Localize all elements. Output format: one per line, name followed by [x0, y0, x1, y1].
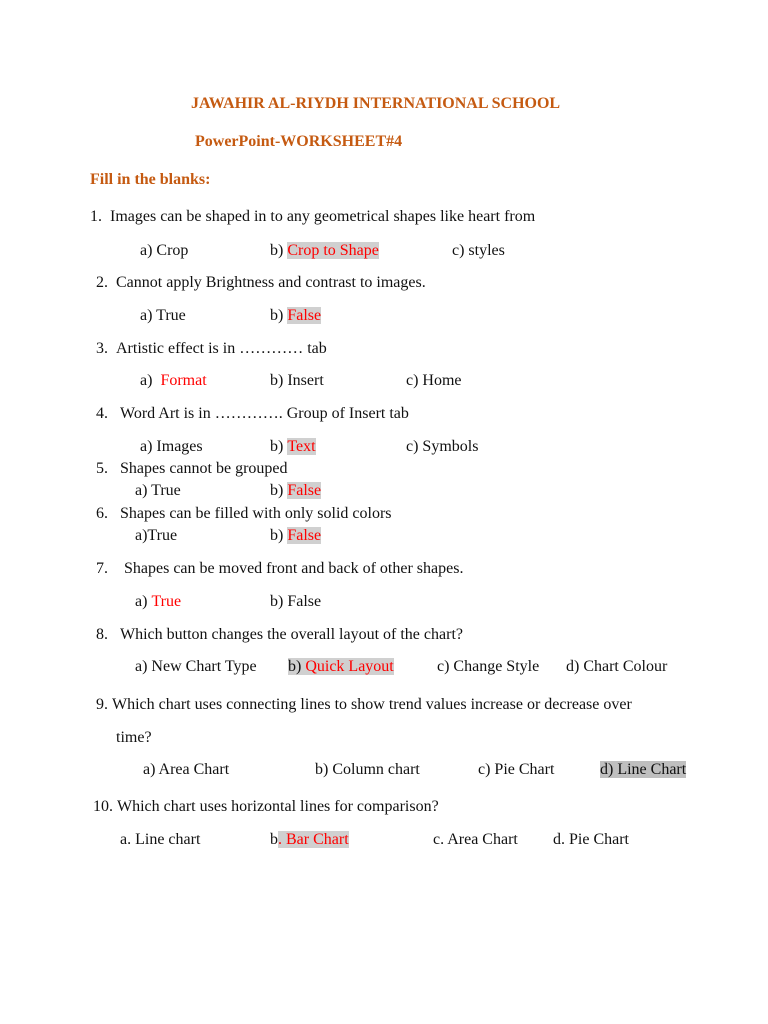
q1-option-b: [270, 241, 379, 261]
q10-option-c: c. Area Chart: [433, 831, 518, 848]
question-number: 7.: [96, 560, 108, 577]
correct-answer: . Bar Chart: [278, 831, 349, 848]
q9-option-c: c) Pie Chart: [478, 761, 555, 778]
correct-answer: Format: [160, 372, 207, 389]
option-letter: b): [270, 527, 284, 544]
question-3: [96, 339, 327, 359]
option-letter: b): [270, 307, 284, 324]
correct-answer: Text: [287, 438, 316, 455]
q10-option-d: d. Pie Chart: [553, 831, 629, 848]
correct-answer: Crop to Shape: [287, 242, 379, 259]
q8-option-c: c) Change Style: [437, 658, 540, 675]
q1-option-a: a) Crop: [140, 242, 189, 259]
q5-option-b: [270, 481, 321, 501]
question-number: 6.: [96, 505, 108, 522]
question-number: 3.: [96, 340, 108, 357]
option-letter: b): [270, 242, 284, 259]
q9-option-a: a) Area Chart: [143, 761, 230, 778]
q3-option-c: c) Home: [406, 372, 462, 389]
question-text: Shapes can be filled with only solid colors: [120, 505, 392, 522]
q5-option-a: a) True: [135, 482, 181, 499]
question-number: 5.: [96, 460, 108, 477]
correct-answer: False: [287, 482, 322, 499]
question-text: Artistic effect is in ………… tab: [116, 340, 327, 357]
correct-answer: False: [287, 527, 322, 544]
correct-answer: False: [287, 307, 322, 324]
option-letter: a): [140, 372, 153, 389]
question-7: [96, 559, 463, 579]
q4-option-c: c) Symbols: [406, 438, 479, 455]
q2-option-b: [270, 306, 321, 326]
q2-option-a: a) True: [140, 307, 186, 324]
question-text: Which chart uses horizontal lines for comparison?: [117, 798, 439, 815]
question-9: [96, 695, 632, 715]
q3-option-a: [140, 371, 207, 391]
q9-option-b: b) Column chart: [315, 761, 420, 778]
q6-option-a: a)True: [135, 527, 178, 544]
q3-option-b: b) Insert: [270, 372, 324, 389]
option-letter: b): [270, 482, 284, 499]
option-b-letter: b): [288, 658, 302, 675]
correct-answer-highlight: [288, 658, 394, 675]
question-6: [96, 504, 392, 524]
question-2: [96, 273, 426, 293]
question-5: [96, 459, 288, 479]
question-8: [96, 625, 463, 645]
question-text: Shapes can be moved front and back of other shapes.: [124, 560, 464, 577]
question-9-continued: time?: [116, 729, 152, 746]
q8-option-a: a) New Chart Type: [135, 658, 257, 675]
question-text: Word Art is in …………. Group of Insert tab: [120, 405, 409, 422]
option-letter: b: [270, 831, 278, 848]
correct-answer: d) Line Chart: [600, 761, 687, 778]
q8-option-d: d) Chart Colour: [566, 658, 668, 675]
question-number: 10.: [93, 798, 113, 815]
question-text: Which chart uses connecting lines to show trend values increase or decrease over: [112, 696, 632, 713]
q7-option-b: b) False: [270, 593, 322, 610]
question-4: [96, 404, 409, 424]
option-letter: a): [135, 593, 148, 610]
q4-option-b: [270, 437, 316, 457]
question-text: Images can be shaped in to any geometrical shapes like heart from: [110, 208, 536, 225]
question-number: 1.: [90, 208, 102, 225]
q8-option-b: [288, 657, 394, 677]
worksheet-title: PowerPoint-WORKSHEET#4: [195, 133, 403, 150]
q9-option-d: [600, 760, 686, 780]
q1-option-c: c) styles: [452, 242, 505, 259]
option-letter: b): [270, 438, 284, 455]
question-10: [93, 797, 439, 817]
question-text: Shapes cannot be grouped: [120, 460, 288, 477]
section-heading: Fill in the blanks:: [90, 171, 211, 188]
q7-option-a: [135, 592, 181, 612]
q10-option-a: a. Line chart: [120, 831, 201, 848]
correct-answer: True: [151, 593, 182, 610]
question-text: Which button changes the overall layout of the chart?: [120, 626, 463, 643]
q4-option-a: a) Images: [140, 438, 203, 455]
correct-answer: Quick Layout: [305, 658, 394, 675]
q6-option-b: [270, 526, 321, 546]
question-number: 4.: [96, 405, 108, 422]
question-text: Cannot apply Brightness and contrast to images.: [116, 274, 426, 291]
school-title: JAWAHIR AL-RIYDH INTERNATIONAL SCHOOL: [191, 95, 561, 112]
q10-option-b: [270, 830, 349, 850]
question-1: [90, 207, 535, 227]
question-number: 9.: [96, 696, 108, 713]
question-number: 2.: [96, 274, 108, 291]
question-number: 8.: [96, 626, 108, 643]
